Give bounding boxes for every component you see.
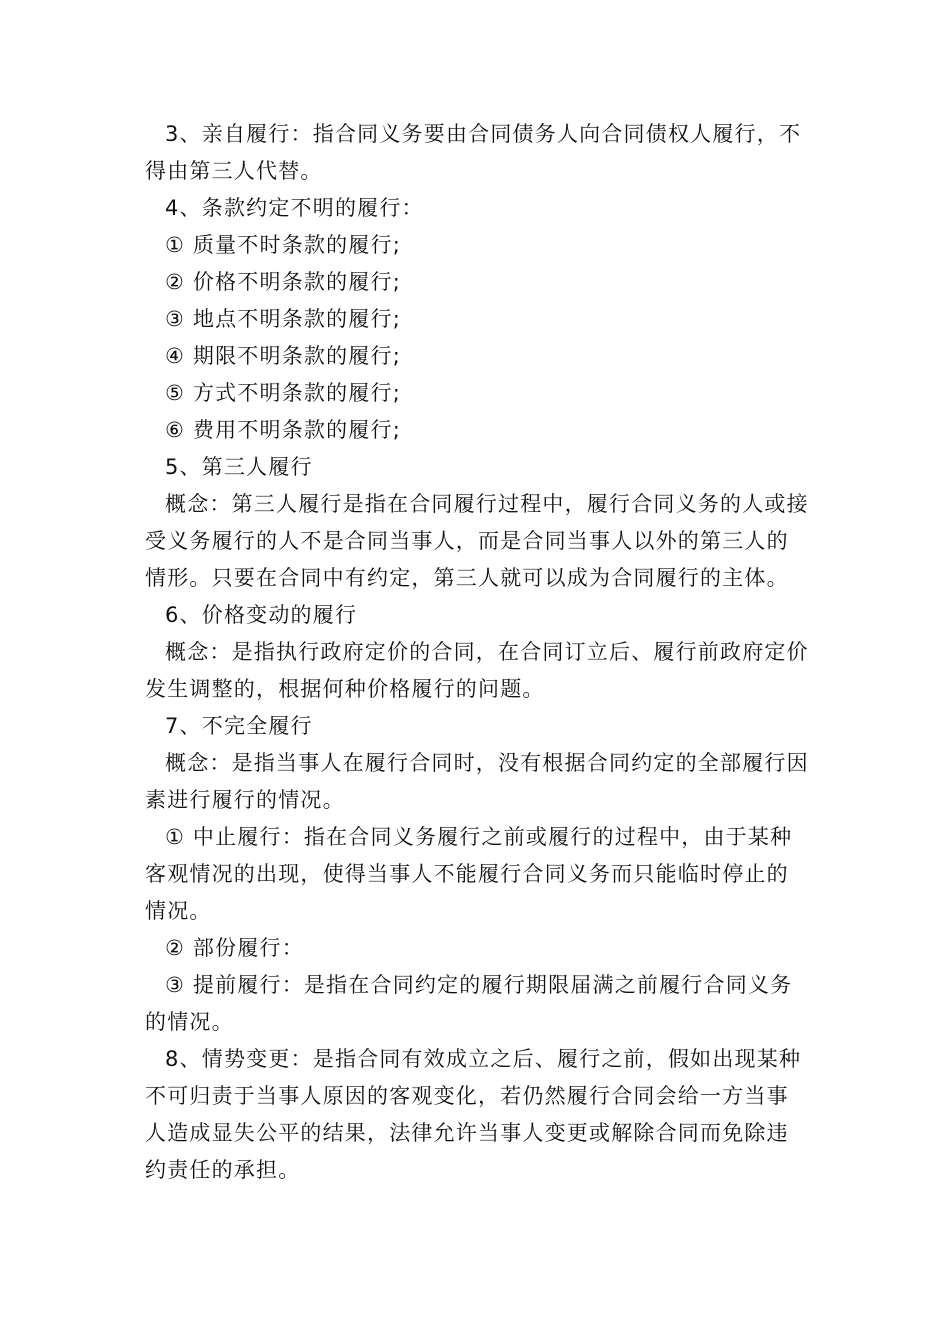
list-item-price: ② 价格不明条款的履行; [165,270,401,294]
list-item-quality: ① 质量不时条款的履行; [165,233,401,257]
paragraph-incomplete-concept: 概念：是指当事人在履行合同时，没有根据合同约定的全部履行因素进行履行的情况。 [145,751,809,812]
heading-price-change: 6、价格变动的履行 [165,603,358,627]
paragraph-third-party-concept: 概念：第三人履行是指在合同履行过程中，履行合同义务的人或接受义务履行的人不是合同当事人，而是合同当事人以外的第三人的情形。只要在合同中有约定，第三人就可以成为合同履行的主体。 [145,492,809,590]
heading-incomplete-performance: 7、不完全履行 [165,714,313,738]
paragraph-personal-performance: 3、亲自履行：指合同义务要由合同债务人向合同债权人履行，不得由第三人代替。 [145,122,802,183]
paragraph-price-change-concept: 概念：是指执行政府定价的合同，在合同订立后、履行前政府定价发生调整的，根据何种价格履行的问题。 [145,640,809,701]
list-item-location: ③ 地点不明条款的履行; [165,307,401,331]
list-item-term: ④ 期限不明条款的履行; [165,344,401,368]
document-body [145,116,810,1189]
paragraph-change-of-circumstances: 8、情势变更：是指合同有效成立之后、履行之前，假如出现某种不可归责于当事人原因的客观变化，若仍然履行合同会给一方当事人造成显失公平的结果，法律允许当事人变更或解除合同而免除违约责任的承担。 [145,1047,802,1182]
heading-unclear-terms: 4、条款约定不明的履行： [165,196,424,220]
heading-third-party: 5、第三人履行 [165,455,313,479]
list-item-suspension: ① 中止履行：指在合同义务履行之前或履行的过程中，由于某种客观情况的出现，使得当事人不能履行合同义务而只能临时停止的情况。 [145,825,793,923]
list-item-partial: ② 部份履行： [165,936,304,960]
list-item-early: ③ 提前履行：是指在合同约定的履行期限届满之前履行合同义务的情况。 [145,973,793,1034]
list-item-method: ⑤ 方式不明条款的履行; [165,381,401,405]
list-item-cost: ⑥ 费用不明条款的履行; [165,418,401,442]
